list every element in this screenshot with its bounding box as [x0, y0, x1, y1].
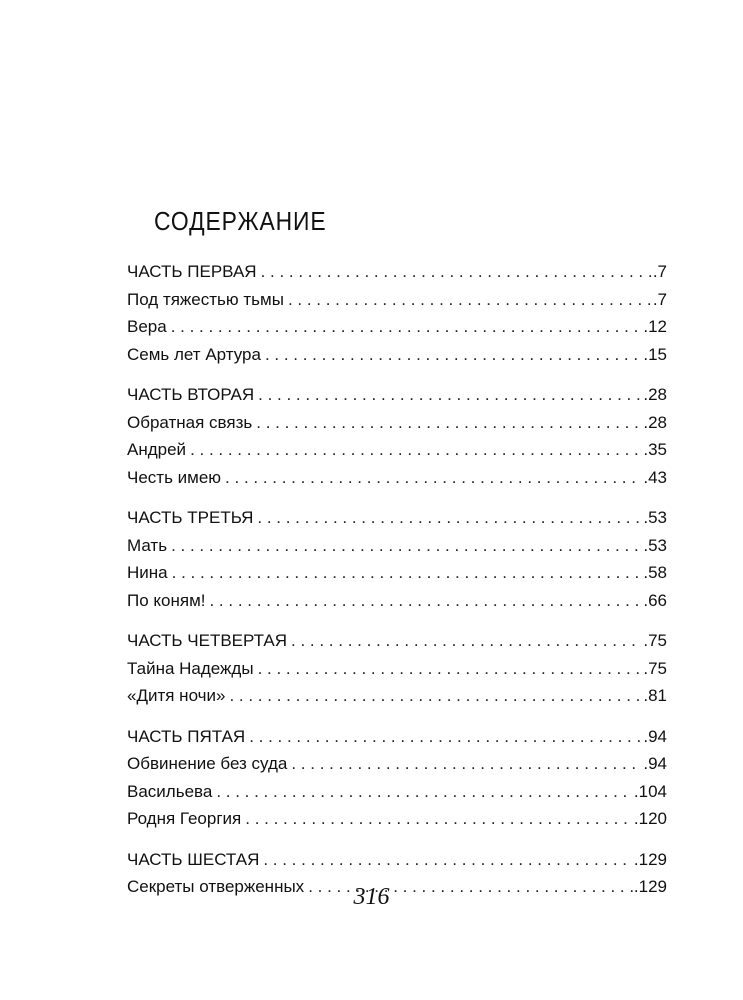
dot-leader	[291, 754, 642, 774]
toc-chapter	[127, 413, 667, 441]
toc-list	[127, 262, 667, 918]
toc-entry-page: .7	[652, 262, 667, 281]
toc-entry-label: «Дитя ночи»	[127, 686, 226, 705]
toc-entry-label: ЧАСТЬ ВТОРАЯ	[127, 385, 255, 404]
toc-entry-page: .28	[643, 385, 667, 404]
toc-entry-label: ЧАСТЬ ТРЕТЬЯ	[127, 508, 254, 527]
dot-leader	[190, 440, 642, 460]
toc-entry-label: ЧАСТЬ ПЯТАЯ	[127, 726, 246, 746]
toc-entry-label: Секреты отверженных	[127, 877, 305, 896]
toc-chapter	[127, 440, 667, 468]
toc-chapter	[127, 290, 667, 318]
toc-chapter	[127, 536, 667, 564]
toc-entry-page: .94	[643, 726, 667, 746]
toc-entry-page: .7	[652, 289, 667, 309]
toc-entry-label: ЧАСТЬ ШЕСТАЯ	[127, 849, 260, 869]
toc-part	[127, 262, 667, 372]
dot-leader	[291, 631, 642, 651]
toc-chapter	[127, 809, 667, 837]
dot-leader	[258, 385, 642, 405]
dot-leader	[249, 727, 642, 747]
toc-entry-page: .81	[643, 686, 667, 705]
dot-leader	[209, 591, 642, 611]
toc-chapter	[127, 345, 667, 373]
dot-leader	[288, 290, 652, 310]
dot-leader	[172, 563, 643, 583]
toc-entry-label: Обвинение без суда	[127, 754, 288, 773]
toc-part	[127, 385, 667, 495]
toc-part-heading	[127, 727, 667, 755]
dot-leader	[171, 317, 643, 337]
toc-entry-label: Под тяжестью тьмы	[127, 289, 284, 309]
toc-entry-label: Семь лет Артура	[127, 344, 261, 364]
toc-chapter	[127, 754, 667, 782]
toc-chapter	[127, 468, 667, 496]
toc-chapter	[127, 782, 667, 810]
toc-entry-label: Нина	[127, 563, 168, 582]
toc-entry-label: Васильева	[127, 781, 213, 801]
dot-leader	[263, 850, 633, 870]
dot-leader	[265, 345, 642, 365]
toc-entry-label: По коням!	[127, 590, 206, 610]
dot-leader	[256, 413, 642, 433]
toc-part-heading	[127, 262, 667, 290]
page-number: 316	[353, 884, 390, 910]
toc-chapter	[127, 686, 667, 714]
toc-entry-page: .75	[643, 658, 667, 678]
dot-leader	[229, 686, 642, 706]
toc-entry-label: Честь имею	[127, 467, 222, 487]
toc-entry-label: Обратная связь	[127, 412, 253, 432]
toc-entry-page: .43	[643, 467, 667, 487]
dot-leader	[225, 468, 642, 488]
toc-entry-label: ЧАСТЬ ПЕРВАЯ	[127, 262, 257, 281]
toc-entry-label: Андрей	[127, 440, 187, 459]
toc-title: СОДЕРЖАНИЕ	[154, 206, 327, 236]
toc-chapter	[127, 591, 667, 619]
dot-leader	[261, 262, 652, 282]
toc-entry-label: Вера	[127, 317, 167, 336]
toc-entry-page: .66	[643, 590, 667, 610]
toc-entry-page: .15	[643, 344, 667, 364]
dot-leader	[258, 659, 643, 679]
toc-entry-label: Родня Георгия	[127, 809, 242, 828]
toc-entry-page: .28	[643, 412, 667, 432]
dot-leader	[245, 809, 633, 829]
toc-entry-page: .120	[633, 809, 667, 828]
toc-part-heading	[127, 508, 667, 536]
toc-part-heading	[127, 850, 667, 878]
toc-entry-label: ЧАСТЬ ЧЕТВЕРТАЯ	[127, 631, 288, 650]
dot-leader	[216, 782, 633, 802]
toc-part	[127, 631, 667, 714]
toc-chapter	[127, 563, 667, 591]
toc-entry-page: .12	[643, 317, 667, 336]
dot-leader	[171, 536, 642, 556]
toc-entry-page: .129	[633, 849, 667, 869]
toc-chapter	[127, 317, 667, 345]
toc-part	[127, 508, 667, 618]
toc-chapter	[127, 659, 667, 687]
toc-entry-page: .58	[643, 563, 667, 582]
toc-entry-page: .53	[643, 535, 667, 555]
toc-entry-page: .94	[643, 754, 667, 773]
toc-entry-page: .35	[643, 440, 667, 459]
toc-entry-label: Тайна Надежды	[127, 658, 254, 678]
toc-part-heading	[127, 631, 667, 659]
dot-leader	[257, 508, 642, 528]
toc-part	[127, 727, 667, 837]
toc-part-heading	[127, 385, 667, 413]
toc-entry-label: Мать	[127, 535, 168, 555]
toc-entry-page: .53	[643, 508, 667, 527]
toc-entry-page: .129	[633, 877, 667, 896]
toc-entry-page: .75	[643, 631, 667, 650]
toc-entry-page: .104	[633, 781, 667, 801]
